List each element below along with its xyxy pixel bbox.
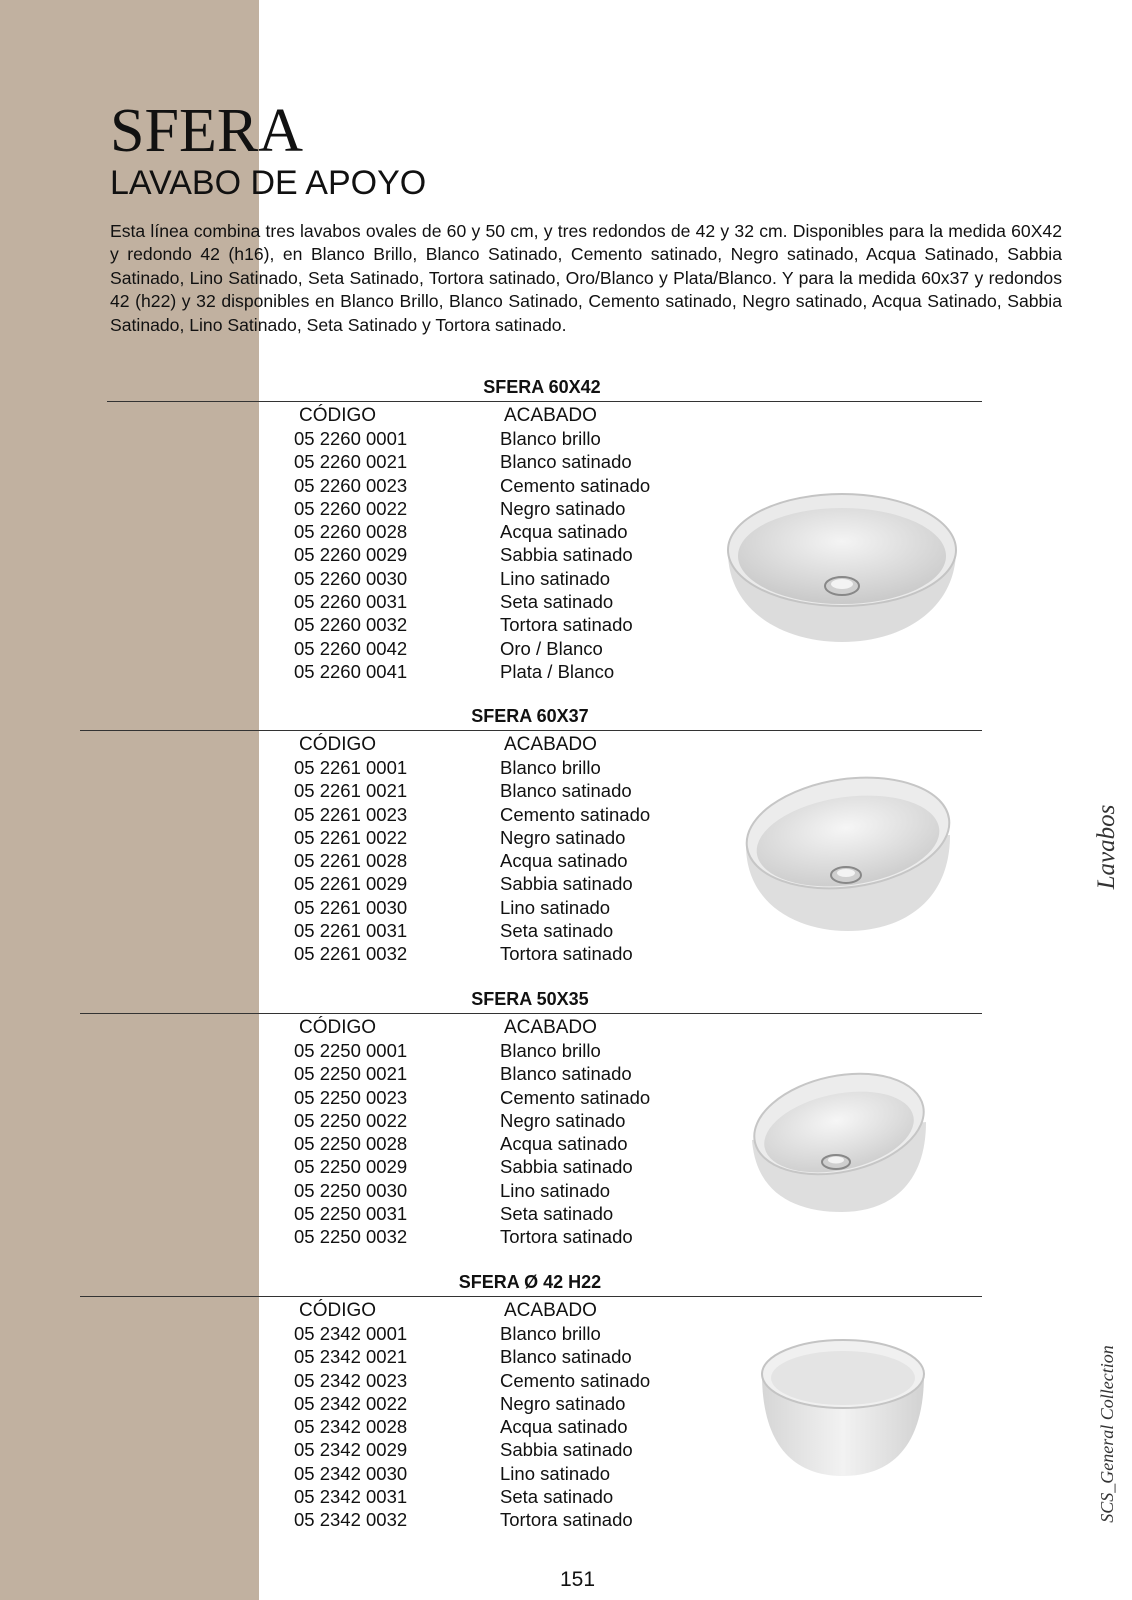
product-finish: Seta satinado bbox=[500, 591, 614, 613]
product-finish: Cemento satinado bbox=[500, 1086, 651, 1108]
product-finish: Sabbia satinado bbox=[500, 1156, 633, 1178]
product-code: 05 2260 0023 bbox=[294, 474, 408, 496]
intro-paragraph: Esta línea combina tres lavabos ovales de 60 y 50 cm, y tres redondos de 42 y 32 cm. Disponibles para la medida 60X42 y redondo 42 (h16), en Blanco Brillo, Blanco Satinado, Cemento satinado, Negro satinado, Acqua Satinado, Sabbia Satinado, Lino Satinado, Seta Satinado, Tortora satinado, Oro/Blanco y Plata/Blanco. Y para la medida 60x37 y redondos 42 (h22) y 32 disponibles en Blanco Brillo, Blanco Satinado, Cemento satinado, Negro satinado, Acqua Satinado, Sabbia Satinado, Lino Satinado, Seta Satinado y Tortora satinado. bbox=[110, 221, 1062, 335]
product-code: 05 2250 0031 bbox=[294, 1203, 408, 1225]
product-finish: Cemento satinado bbox=[500, 474, 651, 496]
product-code: 05 2260 0030 bbox=[294, 567, 408, 589]
product-code: 05 2261 0001 bbox=[294, 757, 408, 778]
product-finish: Blanco brillo bbox=[500, 1323, 601, 1344]
product-code: 05 2260 0029 bbox=[294, 544, 408, 566]
product-code: 05 2260 0021 bbox=[294, 451, 408, 473]
product-finish: Lino satinado bbox=[500, 896, 611, 918]
product-code: 05 2250 0029 bbox=[294, 1156, 408, 1178]
column-header-code: CÓDIGO bbox=[299, 405, 377, 426]
product-finish: Acqua satinado bbox=[500, 521, 628, 543]
product-finish: Lino satinado bbox=[500, 567, 611, 589]
product-code: 05 2250 0032 bbox=[294, 1226, 408, 1248]
basin-60x42-image bbox=[722, 490, 962, 650]
product-finish: Cemento satinado bbox=[500, 803, 651, 825]
basin-60x37-image bbox=[738, 775, 958, 935]
page-subtitle: LAVABO DE APOYO bbox=[110, 164, 427, 202]
column-header-finish: ACABADO bbox=[504, 1300, 597, 1321]
product-code: 05 2250 0021 bbox=[294, 1063, 408, 1085]
product-finish: Seta satinado bbox=[500, 1486, 614, 1508]
product-code: 05 2342 0029 bbox=[294, 1439, 408, 1461]
product-code: 05 2260 0042 bbox=[294, 637, 408, 659]
section-title: SFERA Ø 42 H22 bbox=[458, 1272, 602, 1292]
product-finish: Negro satinado bbox=[500, 497, 626, 519]
product-finish: Blanco brillo bbox=[500, 1040, 601, 1061]
product-code: 05 2260 0022 bbox=[294, 497, 408, 519]
product-code: 05 2250 0022 bbox=[294, 1109, 408, 1131]
product-code: 05 2342 0032 bbox=[294, 1509, 408, 1531]
section-title: SFERA 50X35 bbox=[471, 989, 589, 1009]
product-code: 05 2261 0030 bbox=[294, 896, 408, 918]
product-finish: Blanco satinado bbox=[500, 780, 632, 802]
product-finish: Blanco brillo bbox=[500, 757, 601, 778]
product-code: 05 2250 0023 bbox=[294, 1086, 408, 1108]
product-finish: Lino satinado bbox=[500, 1462, 611, 1484]
product-code: 05 2260 0041 bbox=[294, 660, 408, 682]
product-finish: Plata / Blanco bbox=[500, 660, 615, 682]
product-code: 05 2342 0030 bbox=[294, 1462, 408, 1484]
product-code: 05 2260 0032 bbox=[294, 614, 408, 636]
product-code: 05 2261 0022 bbox=[294, 826, 408, 848]
product-code: 05 2261 0032 bbox=[294, 943, 408, 965]
product-finish: Tortora satinado bbox=[500, 614, 633, 636]
product-code: 05 2342 0022 bbox=[294, 1392, 408, 1414]
column-header-finish: ACABADO bbox=[504, 405, 597, 426]
product-finish: Blanco satinado bbox=[500, 1063, 632, 1085]
product-finish: Negro satinado bbox=[500, 1392, 626, 1414]
product-finish: Blanco brillo bbox=[500, 428, 601, 449]
product-code: 05 2250 0028 bbox=[294, 1133, 408, 1155]
product-finish: Sabbia satinado bbox=[500, 544, 633, 566]
product-code: 05 2261 0031 bbox=[294, 920, 408, 942]
product-finish: Sabbia satinado bbox=[500, 873, 633, 895]
column-header-code: CÓDIGO bbox=[299, 734, 377, 755]
product-code: 05 2260 0028 bbox=[294, 521, 408, 543]
category-label: Lavabos bbox=[1093, 804, 1120, 890]
product-finish: Oro / Blanco bbox=[500, 637, 603, 659]
product-finish: Tortora satinado bbox=[500, 1226, 633, 1248]
product-finish: Sabbia satinado bbox=[500, 1439, 633, 1461]
product-finish: Seta satinado bbox=[500, 920, 614, 942]
product-finish: Negro satinado bbox=[500, 826, 626, 848]
product-code: 05 2342 0001 bbox=[294, 1323, 408, 1344]
section-divider bbox=[80, 730, 982, 731]
column-header-code: CÓDIGO bbox=[299, 1017, 377, 1038]
product-finish: Cemento satinado bbox=[500, 1369, 651, 1391]
product-code: 05 2260 0001 bbox=[294, 428, 408, 449]
product-code: 05 2250 0030 bbox=[294, 1179, 408, 1201]
section-divider bbox=[80, 1296, 982, 1297]
product-finish: Blanco satinado bbox=[500, 451, 632, 473]
column-header-finish: ACABADO bbox=[504, 1017, 597, 1038]
product-code: 05 2261 0023 bbox=[294, 803, 408, 825]
basin-50x35-image bbox=[746, 1068, 932, 1218]
section-title: SFERA 60X42 bbox=[483, 377, 601, 397]
section-divider bbox=[80, 1013, 982, 1014]
product-finish: Blanco satinado bbox=[500, 1346, 632, 1368]
section-divider bbox=[107, 401, 982, 402]
product-code: 05 2261 0029 bbox=[294, 873, 408, 895]
product-code: 05 2342 0028 bbox=[294, 1416, 408, 1438]
product-finish: Tortora satinado bbox=[500, 943, 633, 965]
product-code: 05 2261 0028 bbox=[294, 850, 408, 872]
product-finish: Lino satinado bbox=[500, 1179, 611, 1201]
product-code: 05 2261 0021 bbox=[294, 780, 408, 802]
page-title: SFERA bbox=[110, 97, 303, 165]
product-finish: Acqua satinado bbox=[500, 1133, 628, 1155]
product-finish: Acqua satinado bbox=[500, 1416, 628, 1438]
product-code: 05 2342 0031 bbox=[294, 1486, 408, 1508]
product-code: 05 2342 0023 bbox=[294, 1369, 408, 1391]
page-number: 151 bbox=[560, 1568, 596, 1591]
product-code: 05 2260 0031 bbox=[294, 591, 408, 613]
section-title: SFERA 60X37 bbox=[471, 706, 589, 726]
product-finish: Seta satinado bbox=[500, 1203, 614, 1225]
product-code: 05 2250 0001 bbox=[294, 1040, 408, 1061]
collection-label: SCS_General Collection bbox=[1097, 1345, 1117, 1523]
product-finish: Acqua satinado bbox=[500, 850, 628, 872]
column-header-code: CÓDIGO bbox=[299, 1300, 377, 1321]
product-finish: Negro satinado bbox=[500, 1109, 626, 1131]
basin-42-h22-image bbox=[758, 1330, 928, 1480]
product-code: 05 2342 0021 bbox=[294, 1346, 408, 1368]
column-header-finish: ACABADO bbox=[504, 734, 597, 755]
product-finish: Tortora satinado bbox=[500, 1509, 633, 1531]
